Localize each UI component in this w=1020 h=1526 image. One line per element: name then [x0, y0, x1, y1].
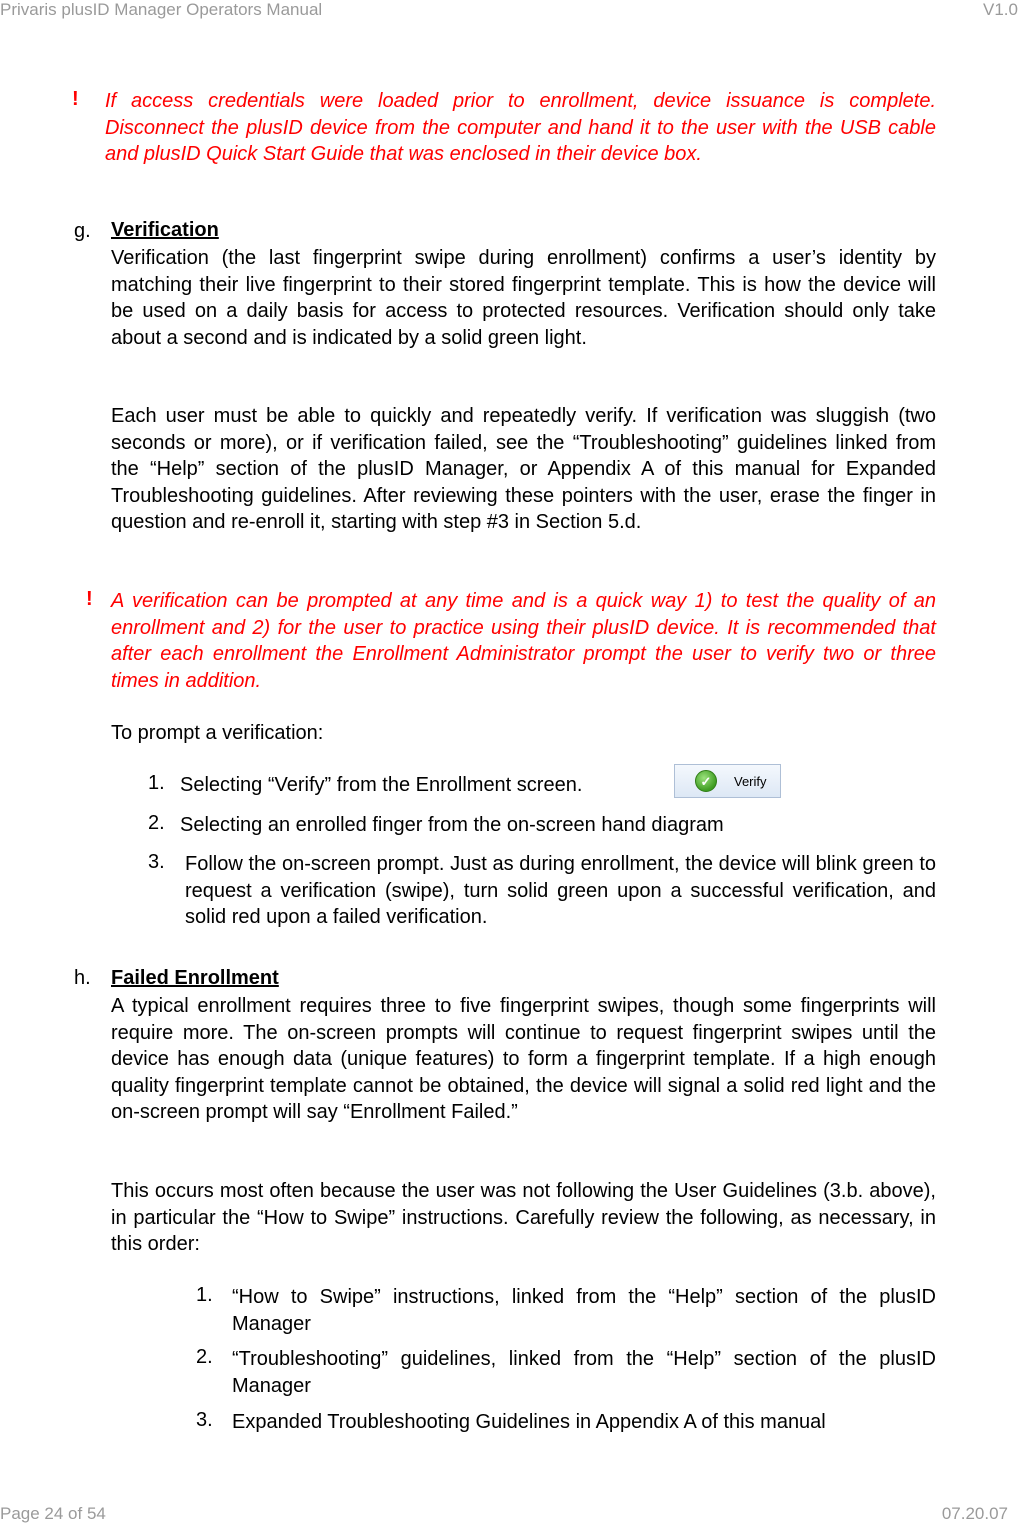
warning-icon: !	[72, 88, 79, 110]
section-h-label: h.	[74, 967, 91, 989]
verification-paragraph-1: Verification (the last fingerprint swipe during enrollment) confirms a user’s identity by matching their live fingerprint to their stored fingerprint template. This is how the device will be used on a daily basis for access to protected resources. Verification should only take about a second and is indicated by a solid green light.	[111, 247, 936, 349]
review-item-1: “How to Swipe” instructions, linked from the “Help” section of the plusID Manager	[232, 1286, 936, 1335]
failed-enrollment-paragraph-1: A typical enrollment requires three to five fingerprint swipes, though some fingerprints will require more. The on-screen prompts will continue to request fingerprint swipes until the device has enough data (unique features) to form a fingerprint template. If a high enough quality fingerprint template cannot be obtained, the device will signal a solid red light and the on-screen prompt will say “Enrollment Failed.”	[111, 995, 936, 1123]
step-number: 1.	[148, 772, 165, 794]
section-h-heading: Failed Enrollment	[111, 967, 279, 989]
green-check-icon: ✓	[695, 770, 717, 792]
prompt-intro: To prompt a verification:	[111, 722, 324, 744]
step-number: 2.	[148, 812, 165, 834]
list-number: 1.	[196, 1284, 213, 1306]
page-footer	[0, 1504, 1020, 1526]
verify-button-label: Verify	[734, 773, 767, 789]
document-date: 07.20.07	[941, 1504, 1008, 1523]
page-header	[0, 0, 1020, 22]
page-number: Page 24 of 54	[0, 1504, 106, 1523]
failed-enrollment-paragraph-2: This occurs most often because the user was not following the User Guidelines (3.b. above), in particular the “How to Swipe” instructions. Carefully review the following, as necessary, in this order:	[111, 1180, 936, 1255]
section-g-heading: Verification	[111, 219, 219, 241]
header-title: Privaris plusID Manager Operators Manual	[0, 0, 323, 19]
verification-step-3: Follow the on-screen prompt. Just as during enrollment, the device will blink green to request a verification (swipe), turn solid green upon a successful verification, and solid red upon a failed verification.	[185, 853, 936, 928]
review-item-2: “Troubleshooting” guidelines, linked from the “Help” section of the plusID Manager	[232, 1348, 936, 1397]
header-version: V1.0	[983, 0, 1018, 19]
section-g-label: g.	[74, 220, 91, 242]
verification-paragraph-2: Each user must be able to quickly and repeatedly verify. If verification was sluggish (two seconds or more), or if verification failed, see the “Troubleshooting” guidelines linked from the “Help” section of the plusID Manager, or Appendix A of this manual for Expanded Troubleshooting guidelines. After reviewing these pointers with the user, erase the finger in question and re-enroll it, starting with step #3 in Section 5.d.	[111, 405, 936, 533]
list-number: 2.	[196, 1346, 213, 1368]
warning-icon: !	[86, 588, 93, 610]
warning-note-issuance: If access credentials were loaded prior to enrollment, device issuance is complete. Disconnect the plusID device from the computer and hand it to the user with the USB cable and plusID Quick Start Guide that was enclosed in their device box.	[105, 90, 936, 165]
list-number: 3.	[196, 1409, 213, 1431]
verification-step-1: Selecting “Verify” from the Enrollment screen.	[180, 774, 583, 796]
review-item-3: Expanded Troubleshooting Guidelines in Appendix A of this manual	[232, 1411, 826, 1433]
verification-step-2: Selecting an enrolled finger from the on-screen hand diagram	[180, 814, 724, 836]
warning-note-verification: A verification can be prompted at any time and is a quick way 1) to test the quality of an enrollment and 2) for the user to practice using their plusID device. It is recommended that after each enrollment the Enrollment Administrator prompt the user to verify two or three times in addition.	[111, 590, 936, 692]
verify-button[interactable]	[674, 764, 781, 798]
step-number: 3.	[148, 851, 165, 873]
